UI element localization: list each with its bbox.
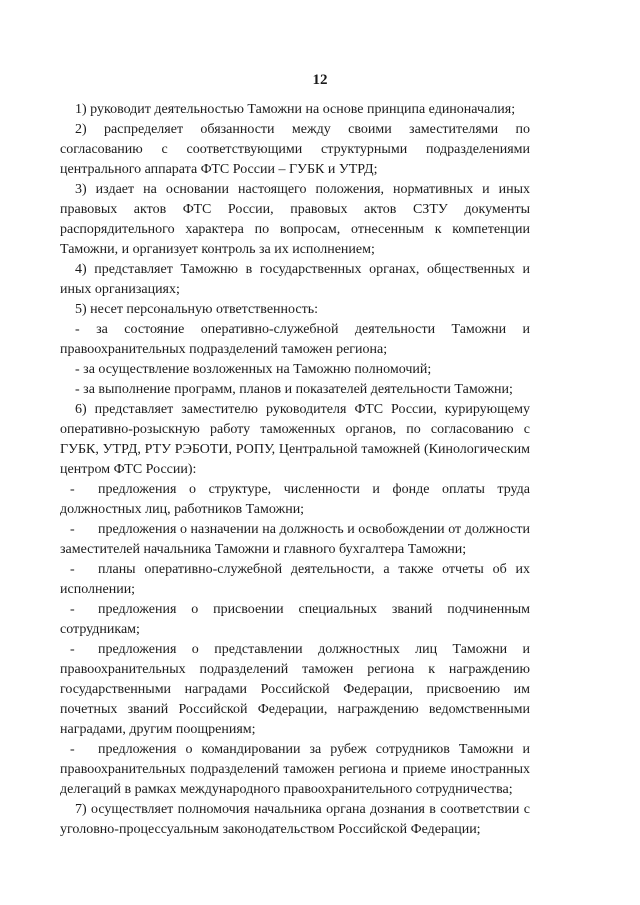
dash-item-3 — [60, 560, 530, 600]
paragraph-item-1: 1) руководит деятельностью Таможни на основе принципа единоначалия; — [75, 102, 516, 117]
subitem-responsibility-1: - за состояние оперативно-служебной деятельности Таможни и правоохранительных подразделений таможен региона; — [60, 322, 530, 357]
dash-marker: - — [70, 602, 75, 617]
dash-marker: - — [70, 642, 75, 657]
paragraph-item-4: 4) представляет Таможню в государственных органах, общественных и иных организациях; — [60, 262, 530, 297]
dash-item-6 — [60, 740, 530, 800]
subitem-responsibility-2: - за осуществление возложенных на Таможню полномочий; — [75, 362, 432, 377]
paragraph-item-7: 7) осуществляет полномочия начальника органа дознания в соответствии с уголовно-процессуальным законодательством Российской Федерации; — [60, 802, 530, 837]
dash-item-2 — [60, 520, 530, 560]
dash-item-text: предложения о присвоении специальных званий подчиненным сотрудникам; — [60, 602, 530, 637]
dash-item-text: предложения о командировании за рубеж сотрудников Таможни и правоохранительных подразделений таможен региона и приеме иностранных делегаций в рамках международного правоохранительного сотрудничества; — [60, 742, 530, 797]
dash-item-text: планы оперативно-служебной деятельности, а также отчеты об их исполнении; — [60, 562, 530, 597]
dash-item-4 — [60, 600, 530, 640]
dash-marker: - — [70, 562, 75, 577]
dash-marker: - — [70, 742, 75, 757]
paragraph-item-5: 5) несет персональную ответственность: — [75, 302, 318, 317]
paragraph-item-6: 6) представляет заместителю руководителя ФТС России, курирующему оперативно-розыскную работу таможенных органов, по согласованию с ГУБК, УТРД, РТУ РЭБОТИ, РОПУ, Центральной таможней (Кинологическим центром ФТС России): — [60, 402, 530, 477]
dash-item-text: предложения о назначении на должность и освобождении от должности заместителей начальника Таможни и главного бухгалтера Таможни; — [60, 522, 530, 557]
dash-item-5 — [60, 640, 530, 740]
dash-marker: - — [70, 522, 75, 537]
dash-marker: - — [70, 482, 75, 497]
document-body — [60, 100, 530, 840]
dash-item-1 — [60, 480, 530, 520]
subitem-responsibility-3: - за выполнение программ, планов и показателей деятельности Таможни; — [75, 382, 513, 397]
page-number: 12 — [312, 72, 328, 88]
dash-item-text: предложения о представлении должностных лиц Таможни и правоохранительных подразделений таможен региона к награждению государственными наградами Российской Федерации, присвоению им почетных званий Российской Федерации, награждению ведомственными наградами, другим поощрениям; — [60, 642, 530, 737]
dash-item-text: предложения о структуре, численности и фонде оплаты труда должностных лиц, работников Таможни; — [60, 482, 530, 517]
paragraph-item-2: 2) распределяет обязанности между своими заместителями по согласованию с соответствующими структурными подразделениями центрального аппарата ФТС России – ГУБК и УТРД; — [60, 122, 530, 177]
paragraph-item-3: 3) издает на основании настоящего положения, нормативных и иных правовых актов ФТС России, правовых актов СЗТУ документы распорядительного характера по вопросам, отнесенным к компетенции Таможни, и организует контроль за их исполнением; — [60, 182, 530, 257]
